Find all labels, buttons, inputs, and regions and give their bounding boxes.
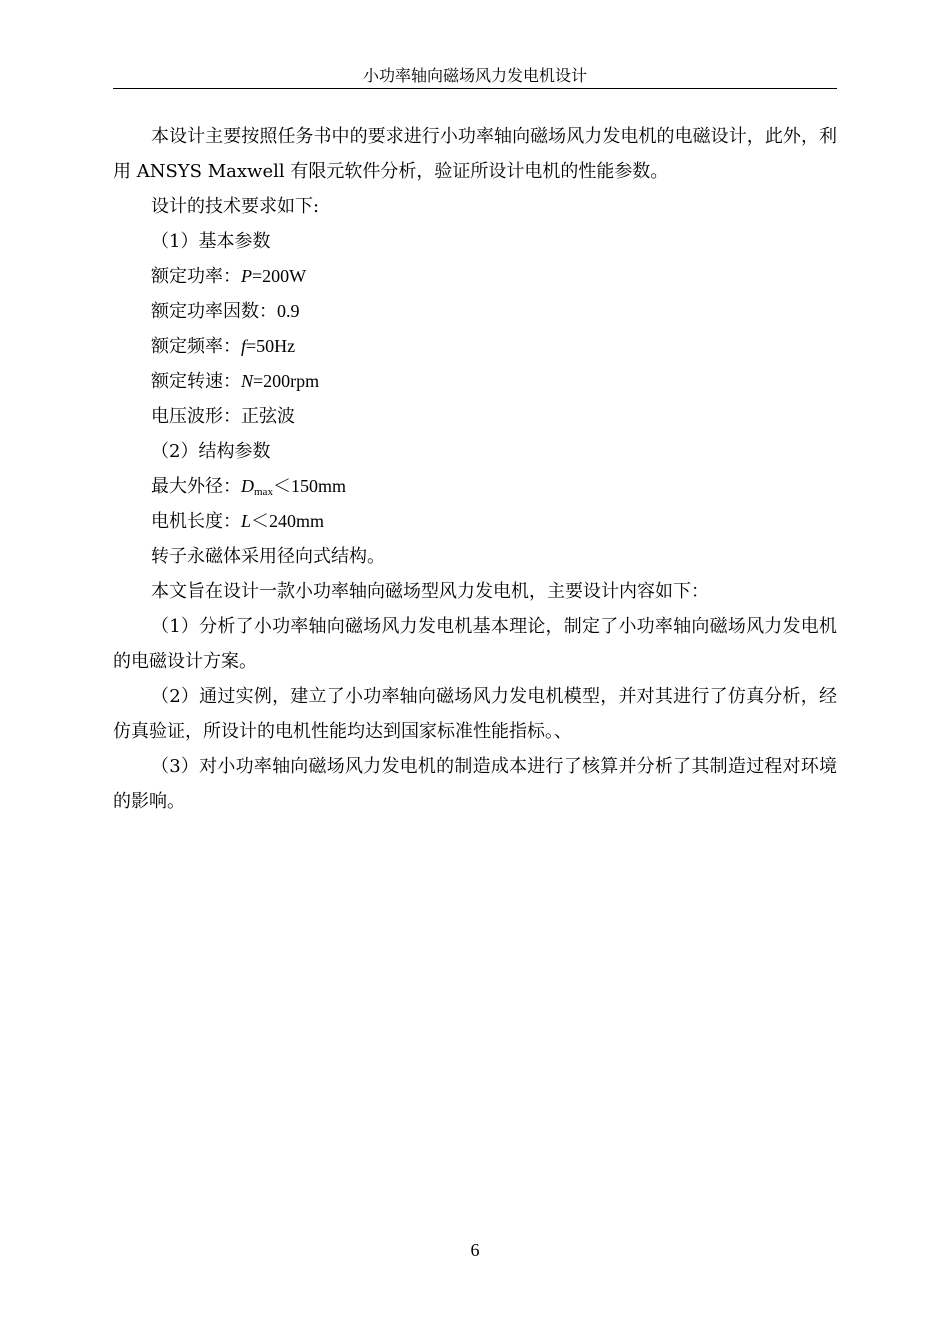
header-rule xyxy=(113,88,837,89)
length-label: 电机长度： xyxy=(151,511,241,532)
struct-params-heading: （2）结构参数 xyxy=(151,441,271,462)
speed-line xyxy=(113,364,837,399)
max-diameter-line xyxy=(113,469,837,504)
length-symbol: L xyxy=(241,511,252,531)
waveform-line xyxy=(113,399,837,434)
frequency-line xyxy=(113,329,837,364)
power-factor-label: 额定功率因数： xyxy=(151,301,277,322)
document-body xyxy=(113,119,837,819)
rated-power-line xyxy=(113,259,837,294)
frequency-value: =50Hz xyxy=(246,336,296,356)
frequency-symbol: f xyxy=(241,336,247,356)
frequency-label: 额定频率： xyxy=(151,336,241,357)
rated-power-value: =200W xyxy=(252,266,307,286)
page-number: 6 xyxy=(470,1240,480,1260)
waveform-label: 电压波形： xyxy=(151,406,241,427)
speed-symbol: N xyxy=(241,371,254,391)
rotor-line: 转子永磁体采用径向式结构。 xyxy=(151,546,385,567)
content-item-3: （3）对小功率轴向磁场风力发电机的制造成本进行了核算并分析了其制造过程对环境的影响。 xyxy=(113,756,837,812)
length-line xyxy=(113,504,837,539)
waveform-value: 正弦波 xyxy=(241,406,295,427)
rated-power-symbol: P xyxy=(241,266,252,286)
max-diameter-subscript: max xyxy=(254,486,273,498)
power-factor-value: 0.9 xyxy=(277,301,300,321)
rated-power-label: 额定功率： xyxy=(151,266,241,287)
requirements-intro: 设计的技术要求如下: xyxy=(151,196,320,217)
content-item-1: （1）分析了小功率轴向磁场风力发电机基本理论，制定了小功率轴向磁场风力发电机的电磁设计方案。 xyxy=(113,616,837,672)
max-diameter-value: ＜150mm xyxy=(272,476,346,496)
max-diameter-symbol: D xyxy=(241,476,254,496)
length-value: ＜240mm xyxy=(251,511,325,531)
power-factor-line xyxy=(113,294,837,329)
content-item-2: （2）通过实例，建立了小功率轴向磁场风力发电机模型，并对其进行了仿真分析，经仿真验证，所设计的电机性能均达到国家标准性能指标。、 xyxy=(113,686,837,742)
basic-params-heading: （1）基本参数 xyxy=(151,231,271,252)
speed-label: 额定转速： xyxy=(151,371,241,392)
intro-paragraph: 本设计主要按照任务书中的要求进行小功率轴向磁场风力发电机的电磁设计，此外，利用 ANSYS Maxwell 有限元软件分析，验证所设计电机的性能参数。 xyxy=(113,126,837,182)
content-intro: 本文旨在设计一款小功率轴向磁场型风力发电机，主要设计内容如下： xyxy=(151,581,709,602)
speed-value: =200rpm xyxy=(253,371,320,391)
max-diameter-label: 最大外径： xyxy=(151,476,241,497)
header-title: 小功率轴向磁场风力发电机设计 xyxy=(362,66,587,85)
